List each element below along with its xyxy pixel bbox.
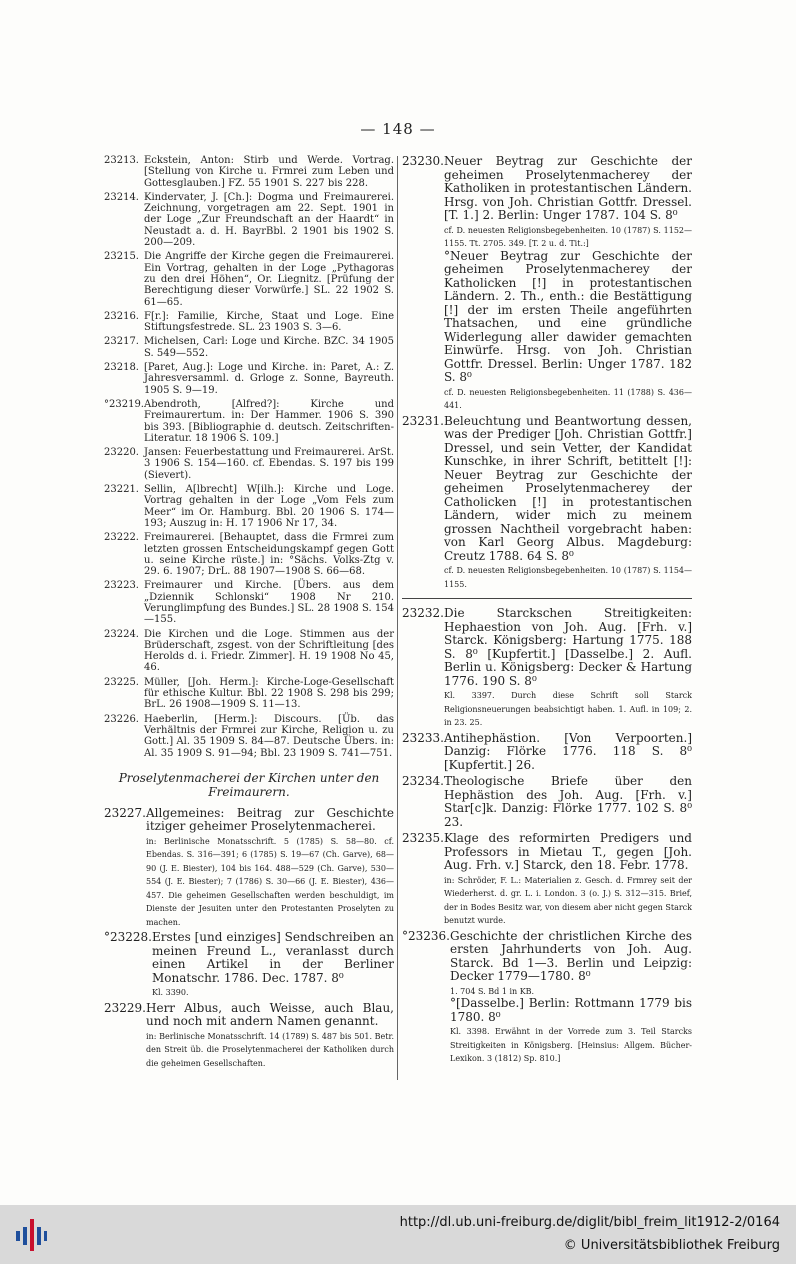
entry-number: 23227. [104, 805, 146, 820]
entry-number: 23231. [402, 413, 444, 428]
entry-note-2: cf. D. neuesten Religionsbegebenheiten. 11 (1788) S. 436—441. [444, 387, 692, 410]
entry-text: Beleuchtung und Beantwortung dessen, was der Prediger [Joh. Christian Gottfr.] Dressel, und sein Vetter, der Kandidat Kunschke, in ihrer Schrift, betittelt [!]: Neuer Beytrag zur Geschichte der geheimen Proselytenmacherey der Catholicken [!] in protestantischen Ländern, wider mich zu meinem grossen Nachtheil vorgebracht haben: von Karl Georg Albus. Magdeburg: Creutz 1788. 64 S. 8⁰ [444, 413, 692, 563]
entry-number: 23214. [104, 191, 139, 203]
entry [104, 714, 394, 759]
footer-bar [0, 1205, 796, 1264]
right-column [402, 155, 692, 1068]
entry-number: °23236. [402, 928, 450, 943]
entry-text: Die Starckschen Streitigkeiten: Hephaestion von Joh. Aug. [Frh. v.] Starck. Königsberg: Hartung 1775. 188 S. 8⁰ [Kupfertit.] [Dasselbe.] 2. Aufl. Berlin u. Königsberg: Decker & Hartung 1776. 190 S. 8⁰ [444, 606, 692, 688]
entry-text: Freimaurerei. [Behauptet, dass die Frmrei zum letzten grossen Entscheidungskampf gegen Gott u. seine Kirche rüste.] in: °Sächs. Volks-Ztg v. 29. 6. 1907; DrL. 88 1907—1908 S. 66—68. [144, 532, 394, 578]
entry-note: Kl. 3390. [152, 988, 189, 998]
entry-text: Michelsen, Carl: Loge und Kirche. BZC. 34 1905 S. 549—552. [144, 336, 394, 359]
entry-number: 23233. [402, 730, 444, 745]
entry-text: Kindervater, J. [Ch.]: Dogma und Freimaurerei. Zeichnung, vorgetragen am 22. Sept. 1901 in der Loge „Zur Freundschaft an der Haardt“ in Neustadt a. d. H. BayrBbl. 2 1901 bis 1902 S. 200—209. [144, 191, 394, 249]
entry [104, 532, 394, 577]
entry-text-2: °[Dasselbe.] Berlin: Rottmann 1779 bis 1780. 8⁰ [450, 996, 692, 1024]
entry-number: 23225. [104, 676, 139, 688]
left-column [104, 155, 394, 1072]
entry-number: 23223. [104, 580, 139, 592]
section-title: Proselytenmacherei der Kirchen unter den Freimaurern. [118, 770, 380, 799]
entry-text: Sellin, A[lbrecht] W[ilh.]: Kirche und Loge. Vortrag gehalten in der Loge „Vom Fels zum Meer“ im Or. Hamburg. Bbl. 20 1906 S. 174—193; Auszug in: H. 17 1906 Nr 17, 34. [144, 484, 394, 529]
entry [104, 629, 394, 674]
entry [104, 311, 394, 334]
entry-body [146, 807, 394, 929]
entry-note: in: Berlinische Monatsschrift. 5 (1785) S. 58—80. cf. Ebendas. S. 316—391; 6 (1785) S. 19—67 (Ch. Garve), 68—90 (J. E. Biester), 104 bis 164. 488—529 (Ch. Garve), 530—554 (J. E. Biester); 7 (1786) S. 30—66 (J. E. Biester), 436—457. Die geheimen Gesellschaften werden beschuldigt, im Dienste der Jesuiten unter den Protestanten Proselyten zu machen. [146, 836, 394, 927]
entry-text: Erstes [und einziges] Sendschreiben an meinen Freund L., veranlasst durch einen Artikel in der Berliner Monatschr. 1786. Dec. 1787. 8⁰ [152, 930, 394, 985]
horizontal-rule [402, 598, 692, 599]
entry-text: Allgemeines: Beitrag zur Geschichte itziger geheimer Proselytenmacherei. [146, 805, 394, 834]
entry-number: °23228. [104, 930, 152, 945]
entry [104, 192, 394, 248]
entry-text: Freimaurer und Kirche. [Übers. aus dem „Dziennik Schlonski“ 1908 Nr 210. Verunglimpfung des Bundes.] SL. 28 1908 S. 154—155. [144, 580, 394, 626]
entry [104, 484, 394, 529]
entry-note: Kl. 3397. Durch diese Schrift soll Starck Religionsneuerungen beabsichtigt haben. 1. Aufl. in 109; 2. in 23. 25. [444, 691, 692, 727]
entry-text: Klage des reformirten Predigers und Professors in Mietau T., gegen [Joh. Aug. Frh. v.] Starck, den 18. Febr. 1778. [444, 831, 692, 872]
entry-text: Neuer Beytrag zur Geschichte der geheimen Proselytenmacherey der Katholiken in protestantischen Ländern. Hrsg. von Joh. Christian Gottfr. Dressel. [T. 1.] 2. Berlin: Unger 1787. 104 S. 8⁰ [444, 154, 692, 222]
copyright-text: © Universitätsbibliothek Freiburg [563, 1238, 780, 1253]
entry-number: 23215. [104, 251, 139, 263]
entry [402, 832, 692, 927]
entry-note: cf. D. neuesten Religionsbegebenheiten. 10 (1787) S. 1152—1155. Tt. 2705. 349. [T. 2 u. d. Tit.:] [444, 225, 692, 248]
entry-number: 23226. [104, 713, 139, 725]
entry-text: Müller, [Joh. Herm.]: Kirche-Loge-Gesellschaft für ethische Kultur. Bbl. 22 1908 S. 298 bis 299; BrL. 26 1908—1909 S. 11—13. [144, 676, 394, 711]
entry-number: 23220. [104, 447, 139, 459]
entry [402, 607, 692, 729]
entry [402, 732, 692, 773]
entry-number: 23222. [104, 532, 139, 544]
entry-body [444, 415, 692, 591]
entry-number: 23230. [402, 154, 444, 168]
entry-text: Eckstein, Anton: Stirb und Werde. Vortrag. [Stellung von Kirche u. Frmrei zum Leben und Gottesglauben.] FZ. 55 1901 S. 227 bis 228. [144, 155, 394, 189]
entry-note: in: Schröder, F. L.: Materialien z. Gesch. d. Frmrey seit der Wiederherst. d. gr. L. i. London. 3 (o. J.) S. 312—315. Brief, der in Bodes Besitz war, von diesem aber nicht gegen Starck benutzt wurde. [444, 875, 692, 925]
entry-note-2: Kl. 3398. Erwähnt in der Vorrede zum 3. Teil Starcks Streitigkeiten in Königsberg. [Heinsius: Allgem. Bücher-Lexikon. 3 (1812) Sp. 810.] [450, 1027, 692, 1063]
entry [104, 336, 394, 359]
entry [402, 155, 692, 412]
entry [104, 1002, 394, 1070]
entry-number: 23234. [402, 774, 444, 788]
entry-text: [Paret, Aug.]: Loge und Kirche. in: Paret, A.: Z. Jahresversamml. d. Grloge z. Sonne, Bayreuth. 1905 S. 9—19. [144, 362, 394, 396]
entry-number: 23235. [402, 831, 444, 845]
entry-text: Die Kirchen und die Loge. Stimmen aus der Brüderschaft, zsgest. von der Schriftleitung [des Herolds d. i. Friedr. Zimmer]. H. 19 1908 No 45, 46. [144, 628, 394, 674]
entry [104, 447, 394, 481]
entry [104, 155, 394, 189]
entry-body [444, 832, 692, 927]
entry-body [450, 930, 692, 1065]
entry-number: °23219. [104, 398, 144, 410]
entry-number: 23221. [104, 484, 139, 496]
entry [104, 807, 394, 929]
entry-text-2: °Neuer Beytrag zur Geschichte der geheimen Proselytenmacherey der Katholicken [!] in protestantischen Ländern. 2. Th., enth.: die Bestättigung [!] der im ersten Theile angeführten Thatsachen, und eine gründliche Widerlegung aller dawider gemachten Einwürfe. Hrsg. von Joh. Christian Gottfr. Dressel. Berlin: Unger 1787. 182 S. 8⁰ [444, 248, 692, 384]
entry-note: cf. D. neuesten Religionsbegebenheiten. 10 (1787) S. 1154—1155. [444, 566, 692, 589]
entry-text: Jansen: Feuerbestattung und Freimaurerei. ArSt. 3 1906 S. 154—160. cf. Ebendas. S. 197 bis 199 (Sievert). [144, 447, 395, 481]
entry-number: 23218. [104, 362, 139, 374]
entry-text: Herr Albus, auch Weisse, auch Blau, und noch mit andern Namen genannt. [146, 1000, 394, 1029]
entry-number: 23216. [104, 310, 139, 322]
entry-text: Die Angriffe der Kirche gegen die Freimaurerei. Ein Vortrag, gehalten in der Loge „Pythagoras zu den drei Höhen“, Or. Liegnitz. [Prüfung der Berechtigung dieser Vorwürfe.] SL. 22 1902 S. 61—65. [144, 251, 394, 308]
entry [402, 930, 692, 1065]
entry-text: Haeberlin, [Herm.]: Discours. [Üb. das Verhältnis der Frmrei zur Kirche, Religion u. zu Gott.] Al. 35 1909 S. 84—87. Deutsche Übers. in: Al. 35 1909 S. 91—94; Bbl. 23 1909 S. 741—751. [144, 713, 394, 759]
entry-number: 23232. [402, 606, 444, 620]
entry [402, 415, 692, 591]
entry-text: Theologische Briefe über den Hephästion des Joh. Aug. [Frh. v.] Star[c]k. Danzig: Flörke 1777. 102 S. 8⁰ 23. [444, 774, 692, 829]
column-divider [397, 156, 398, 1080]
entry-number: 23229. [104, 1000, 146, 1015]
entry-number: 23217. [104, 336, 139, 348]
entry-text: Geschichte der christlichen Kirche des ersten Jahrhunderts von Joh. Aug. Starck. Bd 1—3. Berlin und Leipzig: Decker 1779—1780. 8⁰ [450, 928, 692, 983]
entry-text: Abendroth, [Alfred?]: Kirche und Freimaurertum. in: Der Hammer. 1906 S. 390 bis 393. [Bibliographie d. deutsch. Zeitschriften-Literatur. 18 1906 S. 109.] [144, 398, 394, 444]
entry-body [146, 1002, 394, 1070]
entry-body [152, 931, 394, 999]
entry-text: F[r.]: Familie, Kirche, Staat und Loge. Eine Stiftungsfestrede. SL. 23 1903 S. 3—6. [144, 310, 394, 334]
page-number: — 148 — [360, 120, 436, 138]
entry-note: 1. 704 S. Bd 1 in KB. [450, 986, 535, 996]
entry-body [444, 607, 692, 729]
entry [104, 580, 394, 625]
entry [104, 677, 394, 711]
entry-text: Antihephästion. [Von Verpoorten.] Danzig: Flörke 1776. 118 S. 8⁰ [Kupfertit.] 26. [444, 730, 692, 772]
entry-note: in: Berlinische Monatsschrift. 14 (1789) S. 487 bis 501. Betr. den Streit üb. die Proselytenmacherei der Katholiken durch die geheimen Gesellschaften. [146, 1031, 394, 1068]
entry [104, 399, 394, 444]
entry-number: 23224. [104, 628, 139, 640]
source-url-link[interactable]: http://dl.ub.uni-freiburg.de/diglit/bibl_freim_lit1912-2/0164 [399, 1215, 780, 1230]
entry [104, 931, 394, 999]
entry-number: 23213. [104, 155, 139, 166]
entry [104, 362, 394, 396]
entry [402, 775, 692, 829]
entry-body [444, 155, 692, 412]
entry [104, 251, 394, 307]
university-logo-icon [14, 1217, 48, 1253]
